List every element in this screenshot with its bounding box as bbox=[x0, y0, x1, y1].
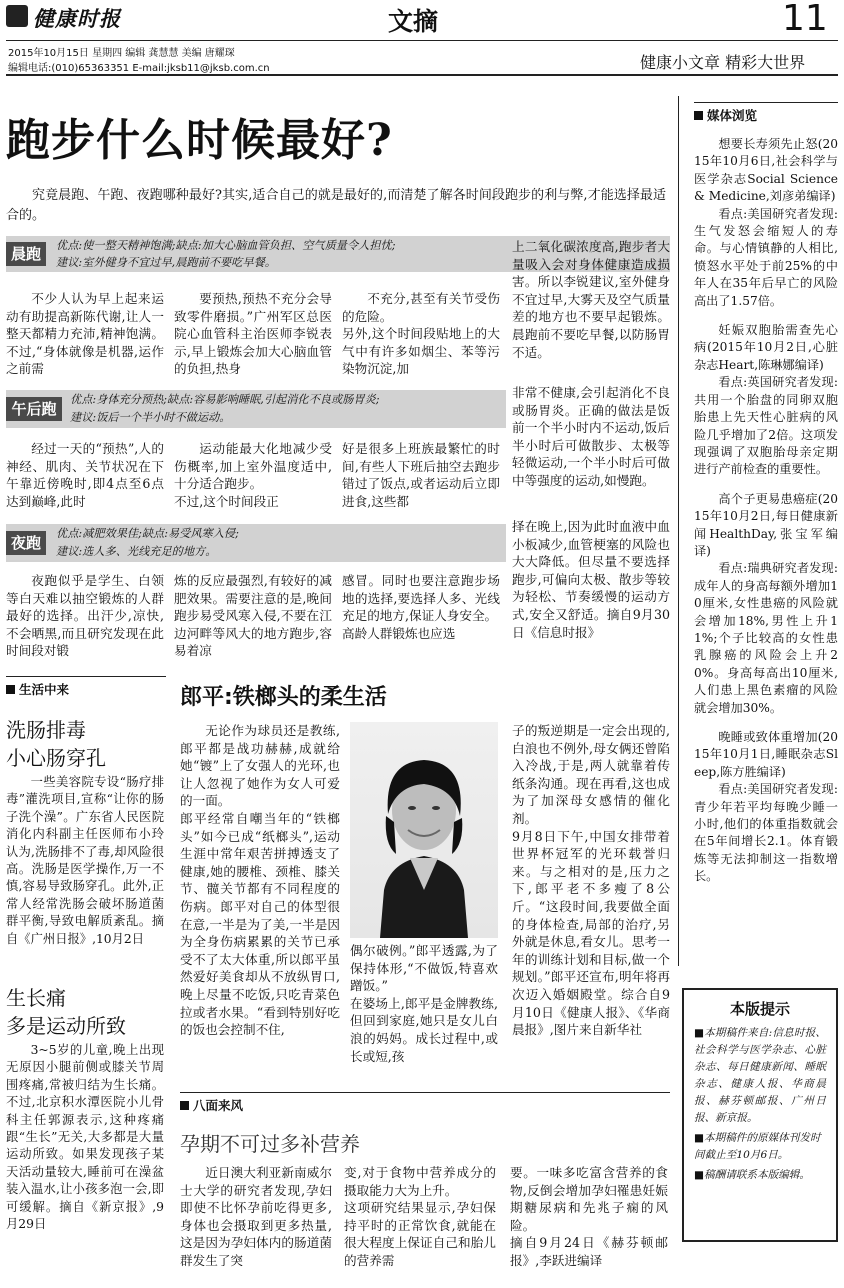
logo-icon bbox=[6, 5, 28, 27]
life-a2-body: 3~5岁的儿童,晚上出现无原因小腿前侧或膝关节周围疼痛,常被归结为生长痛。不过,北京积水潭医院小儿骨科主任郭源表示,这种疼痛跟“生长”无关,大多都是大量运动所致。如果发现孩子某天活动量较大,睡前可在澡盆装入温水,让小孩多泡一会,即可缓解。摘自《新京报》,9月29日 bbox=[6, 1043, 164, 1232]
notice-box bbox=[682, 988, 838, 1242]
page-number: 11 bbox=[782, 0, 828, 39]
bamian-headline: 孕期不可过多补营养 bbox=[180, 1132, 360, 1156]
life-section-heading: 生活中来 bbox=[6, 680, 69, 698]
life-a1-title2: 小心肠穿孔 bbox=[6, 746, 106, 770]
media-item: 晚睡或致体重增加(2015年10月1日,睡眠杂志Sleep,陈方胜编译) 看点:美国研究者发现:青少年若平均每晚少睡一小时,他们的体重指数就会在5年间增长2.1。体育锻炼等无法抑制这一指数增长。 bbox=[694, 730, 838, 884]
right-column-divider bbox=[678, 96, 679, 966]
morning-col3: 不充分,甚至有关节受伤的危险。 另外,这个时间段贴地上的大气中有许多如烟尘、苯等污染物沉淀,加 bbox=[342, 291, 500, 377]
night-col2: 炼的反应最强烈,有较好的减肥效果。需要注意的是,晚间跑步易受风寒入侵,不要在江边河畔等风大的地方跑步,容易着凉 bbox=[174, 573, 332, 659]
life-a2-title2: 多是运动所致 bbox=[6, 1014, 126, 1038]
bamian-col2: 变,对于食物中营养成分的摄取能力大为上升。 这项研究结果显示,孕妇保持平时的正常饮食,就能在很大程度上保证自己和胎儿的营养需 bbox=[344, 1165, 496, 1268]
morning-col2: 要预热,预热不充分会导致零件磨损。”广州军区总医院心血管科主治医师李锐表示,早上锻炼会加大心脑血管的负担,热身 bbox=[174, 291, 332, 377]
noon-col4: 非常不健康,会引起消化不良或肠胃炎。正确的做法是饭前一个半小时内不运动,饭后半小时后可做散步、太极等轻微运动,一个半小时后可做中等强度的运动,如慢跑。 bbox=[512, 385, 670, 488]
notice-p1: ■本期稿件来自:信息时报、社会科学与医学杂志、心脏杂志、每日健康新闻、睡眠杂志、健康人报、华商晨报、赫芬顿邮报、广州日报、新京报。 bbox=[694, 1027, 826, 1124]
morning-line2: 建议:室外健身不宜过早,晨跑前不要吃早餐。 bbox=[56, 256, 276, 269]
night-line1: 优点:减肥效果佳;缺点:易受风寒入侵; bbox=[56, 527, 239, 540]
morning-col1: 不少人认为早上起来运动有助提高新陈代谢,让人一整天都精力充沛,精神饱满。不过,“身体就像是机器,运作之前需 bbox=[6, 291, 164, 377]
noon-col3: 好是很多上班族最繁忙的时间,有些人下班后抽空去跑步错过了饭点,或者运动后立即进食,这些都 bbox=[342, 441, 500, 509]
langping-col1: 无论作为球员还是教练,郎平都是战功赫赫,成就给她“镀”上了女强人的光环,也让人忽视了她作为女人可爱的一面。 郎平经常自嘲当年的“铁榔头”如今已成“纸榔头”,运动生涯中常年艰苦拼搏透支了健康,她的腰椎、颈椎、膝关节、髋关节都有不同程度的伤病。郎平对自己的体型很在意,一半是为了美,一半是因为全身伤病累累的关节已承受不了太大体重,所以郎平虽然爱好美食却从不放纵胃口,晚上尽量不吃饭,只吃青菜色拉或者水果。“看到特别好吃的饭也会控制不住, bbox=[180, 723, 340, 1038]
langping-headline: 郎平:铁榔头的柔生活 bbox=[180, 685, 387, 710]
noon-col1: 经过一天的“预热”,人的神经、肌肉、关节状况在下午靠近傍晚时,即4点至6点达到巅峰,此时 bbox=[6, 441, 164, 509]
media-section-heading: 媒体浏览 bbox=[694, 106, 757, 124]
main-intro: 究竟晨跑、午跑、夜跑哪种最好?其实,适合自己的就是最好的,而清楚了解各时间段跑步的利与弊,才能选择最适合的。 bbox=[6, 188, 666, 223]
night-col4: 择在晚上,因为此时血液中血小板减少,血管梗塞的风险也大大降低。但尽量不要选择跑步,可偏向太极、散步等较为轻松、节奏缓慢的运动方式,安全又舒适。摘自9月30日《信息时报》 bbox=[512, 519, 670, 640]
main-headline: 跑步什么时候最好? bbox=[6, 115, 393, 166]
date-line: 2015年10月15日 星期四 编辑 龚慧慧 美编 唐耀琛 bbox=[8, 48, 235, 59]
noon-label: 午后跑 bbox=[6, 397, 62, 421]
langping-col2: 偶尔破例。”郎平透露,为了保持体形,“不做饭,特喜欢蹭饭。” 在婆场上,郎平是金牌教练,但回到家庭,她只是女儿白浪的妈妈。成长过程中,或长或短,孩 bbox=[350, 943, 498, 1064]
bamian-rule bbox=[180, 1092, 670, 1093]
notice-title: 本版提示 bbox=[729, 1000, 790, 1018]
logo-text: 健康时报 bbox=[33, 6, 121, 31]
bamian-col1: 近日澳大利亚新南威尔士大学的研究者发现,孕妇即使不比怀孕前吃得更多,身体也会摄取到更多热量,这是因为孕妇体内的肠道菌群发生了突 bbox=[180, 1165, 332, 1268]
contact-line: 编辑电话:(010)65363351 E-mail:jksb11@jksb.com.cn bbox=[8, 63, 270, 74]
bamian-col3: 要。一味多吃富含营养的食物,反倒会增加孕妇罹患妊娠期糖尿病和先兆子痫的风险。 摘自9月24日《赫芬顿邮报》,李跃进编译 bbox=[510, 1165, 668, 1268]
night-col3: 感冒。同时也要注意跑步场地的选择,要选择人多、光线充足的地方,保证人身安全。 高龄人群锻炼也应选 bbox=[342, 573, 500, 641]
noon-line2: 建议:饭后一个半小时不做运动。 bbox=[70, 411, 231, 424]
header-rule-bottom bbox=[6, 74, 838, 76]
night-label: 夜跑 bbox=[6, 531, 46, 555]
notice-p2: ■本期稿件的原媒体刊发时间截止至10月6日。 bbox=[694, 1132, 821, 1161]
night-col1: 夜跑似乎是学生、白领等白天难以抽空锻炼的人群最好的选择。出汗少,凉快,不会晒黑,而且研究发现在此时间段对锻 bbox=[6, 573, 164, 659]
langping-col3: 子的叛逆期是一定会出现的,白浪也不例外,母女俩还曾陷入冷战,于是,两人就靠着传纸条沟通。现在再看,这也成为了加深母女感情的催化剂。 9月8日下午,中国女排带着世界杯冠军的光环载誉归来。与之相对的是,压力之下,郎平老不多瘦了8公斤。“这段时间,我要做全面的身体检查,局部的治疗,另外就是休息,看女儿。思考一年的训练计划和目标,做一个规划。”郎平还宣布,明年将再次迈入婚姻殿堂。综合自9月10日《健康人报》、《华商晨报》,图片来自新华社 bbox=[512, 723, 670, 1038]
noon-col2: 运动能最大化地减少受伤概率,加上室外温度适中,十分适合跑步。 不过,这个时间段正 bbox=[174, 441, 332, 509]
masthead-logo bbox=[6, 4, 136, 30]
bamian-section-heading: 八面来风 bbox=[180, 1096, 243, 1114]
morning-col4: 上二氧化碳浓度高,跑步者大量吸入会对身体健康造成损害。所以李锐建议,室外健身不宜过早,大雾天及空气质量差的地方也不要早起锻炼。晨跑前不要吃早餐,以防肠胃不适。 bbox=[512, 239, 670, 360]
media-item: 妊娠双胞胎需查先心病(2015年10月2日,心脏杂志Heart,陈琳娜编译) 看点:英国研究者发现:共用一个胎盘的同卵双胞胎患上先天性心脏病的风险几乎增加了2倍。这项发现强调了双胞胎母亲定期进行产前检查的重要性。 bbox=[694, 323, 838, 477]
morning-label: 晨跑 bbox=[6, 242, 46, 266]
life-a2-title1: 生长痛 bbox=[6, 986, 66, 1010]
noon-line1: 优点:身体充分预热;缺点:容易影响睡眠,引起消化不良或肠胃炎; bbox=[70, 393, 380, 406]
media-rule bbox=[694, 102, 838, 103]
portrait-illustration bbox=[350, 722, 498, 938]
media-item: 想要长寿须先止怒(2015年10月6日,社会科学与医学杂志Social Science & Medicine,刘彦弟编译) 看点:美国研究者发现:生气发怒会缩短人的寿命。与心情镇静的人相比,愤怒水平处于前25%的中年人在35年后早亡的风险高出了1.57倍。 bbox=[694, 137, 838, 308]
life-section-rule bbox=[6, 676, 166, 677]
life-a1-body: 一些美容院专设“肠疗排毒”灌洗项目,宣称“让你的肠子洗个澡”。广东省人民医院消化内科副主任医师布小玲认为,洗肠排不了毒,却风险很高。洗肠是医学操作,万一不慎,容易导致肠穿孔。此外,正常人经常洗肠会破坏肠道菌群平衡,导致电解质紊乱。摘自《广州日报》,10月2日 bbox=[6, 775, 164, 946]
night-line2: 建议:选人多、光线充足的地方。 bbox=[56, 545, 217, 558]
morning-line1: 优点:使一整天精神饱满;缺点:加大心脑血管负担、空气质量令人担忧; bbox=[56, 239, 396, 252]
notice-p3: ■稿酬请联系本版编辑。 bbox=[694, 1169, 810, 1181]
langping-photo bbox=[350, 722, 498, 938]
life-a1-title1: 洗肠排毒 bbox=[6, 718, 86, 742]
header-slogan: 健康小文章 精彩大世界 bbox=[640, 53, 806, 72]
media-item: 高个子更易患癌症(2015年10月2日,每日健康新闻HealthDay,张宝军编译) 看点:瑞典研究者发现:成年人的身高每额外增加10厘米,女性患癌的风险就会增加18%,男性上升11%;个子比较高的女性患乳腺癌的风险会上升20%。身高每高出10厘米,人们患上黑色素瘤的风险就会增加30%。 bbox=[694, 491, 838, 715]
media-list bbox=[694, 136, 838, 886]
header-rule bbox=[6, 40, 838, 41]
section-title: 文摘 bbox=[388, 7, 439, 36]
